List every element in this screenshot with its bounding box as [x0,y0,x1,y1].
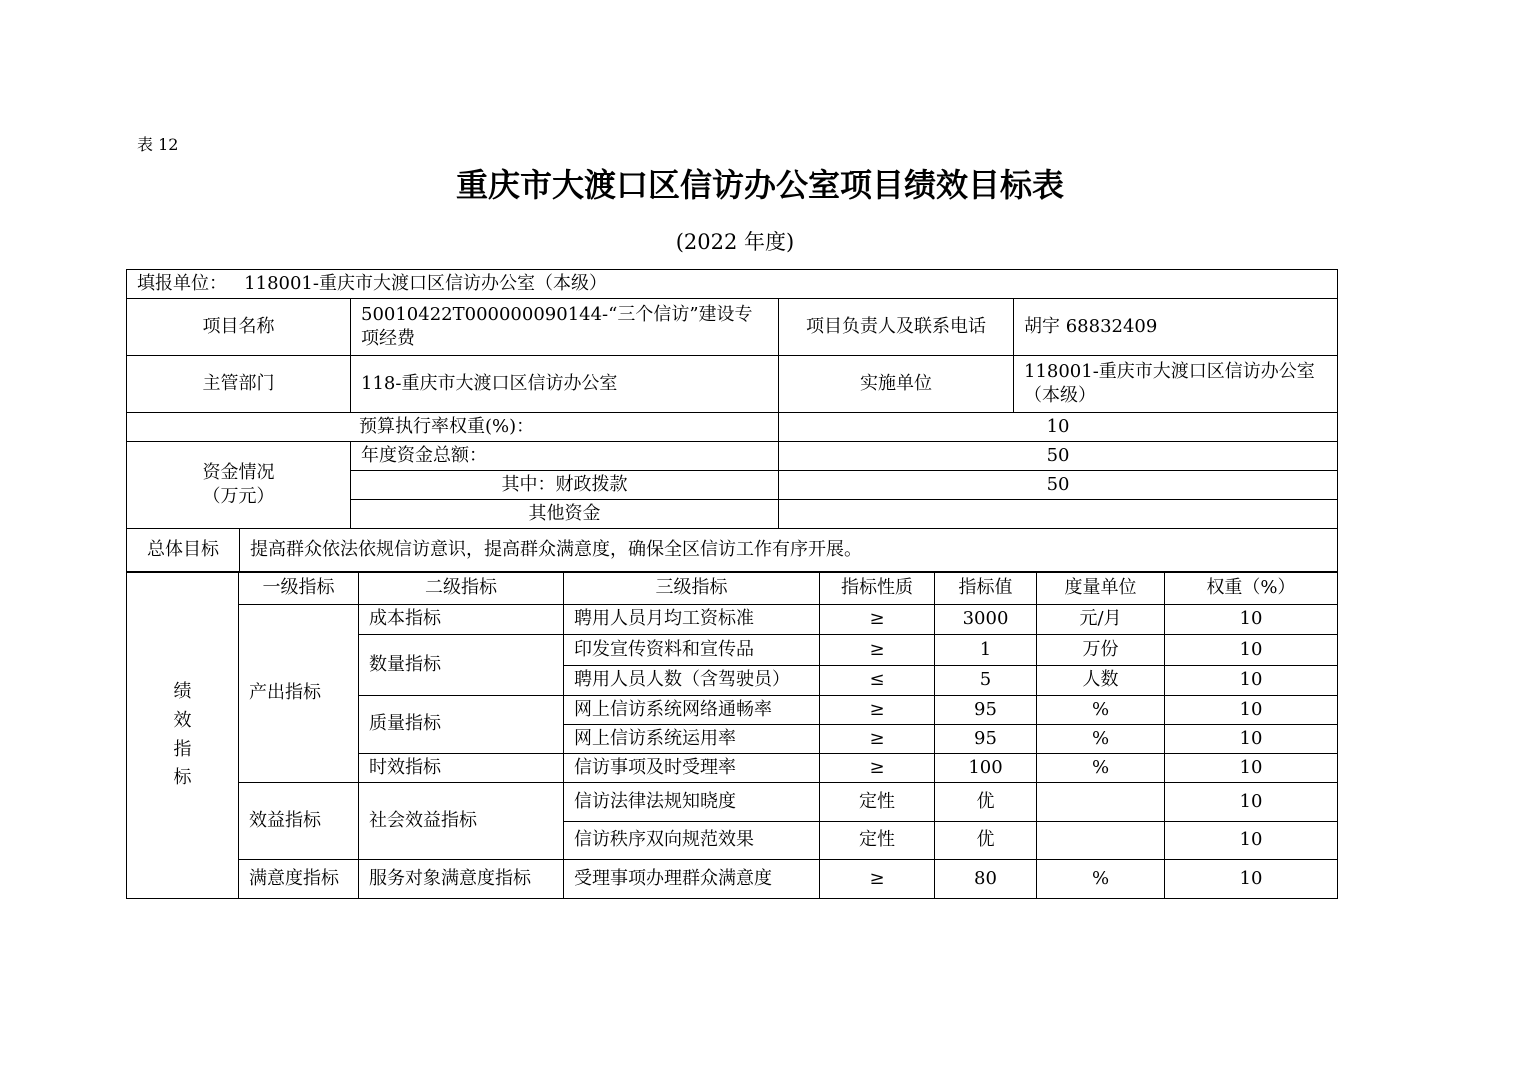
header-unit: 度量单位 [1037,573,1165,605]
indicator-name: 网上信访系统运用率 [564,725,820,754]
annual-total-label: 年度资金总额： [351,442,779,471]
level2-quality: 质量指标 [359,696,564,754]
indicator-unit [1037,783,1165,822]
indicator-table [126,572,1338,899]
indicator-weight: 10 [1165,635,1338,666]
table-row [127,783,1338,822]
level2-service-satisfaction: 服务对象满意度指标 [359,860,564,899]
page-title: 重庆市大渡口区信访办公室项目绩效目标表 [455,166,1064,204]
indicator-name: 聘用人员人数（含驾驶员） [564,666,820,696]
table-number: 表 12 [137,135,179,154]
fiscal-allocation-label: 其中：财政拨款 [351,471,779,500]
side-char: 指 [173,738,192,760]
indicator-weight: 10 [1165,696,1338,725]
indicator-nature: ≥ [820,860,935,899]
indicator-unit: % [1037,696,1165,725]
level1-benefit: 效益指标 [239,783,359,860]
indicator-nature: 定性 [820,783,935,822]
level2-social-benefit: 社会效益指标 [359,783,564,860]
indicator-weight: 10 [1165,783,1338,822]
indicator-name: 网上信访系统网络通畅率 [564,696,820,725]
header-value: 指标值 [935,573,1037,605]
overall-goal-value: 提高群众依法依规信访意识，提高群众满意度，确保全区信访工作有序开展。 [250,539,862,560]
indicator-nature: 定性 [820,822,935,860]
indicator-unit: % [1037,860,1165,899]
indicator-unit [1037,822,1165,860]
indicator-unit: 元/月 [1037,605,1165,635]
overall-goal-row [127,529,1338,572]
reporting-unit-row [127,270,1338,299]
indicator-nature: ≥ [820,754,935,783]
indicator-name: 印发宣传资料和宣传品 [564,635,820,666]
indicator-value: 5 [935,666,1037,696]
header-nature: 指标性质 [820,573,935,605]
indicator-value: 3000 [935,605,1037,635]
project-info-table [126,269,1338,572]
project-name-label: 项目名称 [127,299,351,356]
header-level3: 三级指标 [564,573,820,605]
department-label: 主管部门 [127,356,351,413]
level1-output: 产出指标 [239,605,359,783]
indicator-weight: 10 [1165,725,1338,754]
funds-label-text: 资金情况 [202,461,275,483]
indicator-weight: 10 [1165,860,1338,899]
reporting-unit-label: 填报单位： [137,272,227,294]
indicator-side-label [127,573,239,899]
header-level1: 一级指标 [239,573,359,605]
table-row [127,860,1338,899]
indicator-value: 1 [935,635,1037,666]
page-subtitle: (2022 年度) [675,230,795,254]
indicator-name: 受理事项办理群众满意度 [564,860,820,899]
funds-unit-text: （万元） [202,486,275,507]
header-level2: 二级指标 [359,573,564,605]
budget-rate-label: 预算执行率权重(%)： [127,413,779,442]
side-char: 绩 [173,680,192,702]
budget-rate-value: 10 [779,413,1338,442]
indicator-name: 信访事项及时受理率 [564,754,820,783]
department-value: 118-重庆市大渡口区信访办公室 [351,356,779,413]
indicator-value: 95 [935,725,1037,754]
overall-goal-label: 总体目标 [127,529,240,571]
reporting-unit-value: 118001-重庆市大渡口区信访办公室（本级） [244,272,607,294]
project-name-value: 50010422T000000090144-“三个信访”建设专项经费 [351,299,779,356]
project-leader-label: 项目负责人及联系电话 [779,299,1014,356]
indicator-value: 优 [935,783,1037,822]
other-funds-label: 其他资金 [351,500,779,529]
side-char: 效 [173,709,192,731]
indicator-value: 优 [935,822,1037,860]
fiscal-allocation-value: 50 [779,471,1338,500]
indicator-unit: % [1037,754,1165,783]
side-char: 标 [173,767,192,789]
indicator-nature: ≥ [820,605,935,635]
indicator-value: 95 [935,696,1037,725]
annual-total-value: 50 [779,442,1338,471]
level2-quantity: 数量指标 [359,635,564,696]
indicator-weight: 10 [1165,754,1338,783]
indicator-value: 100 [935,754,1037,783]
indicator-name: 信访法律法规知晓度 [564,783,820,822]
other-funds-value [779,500,1338,529]
indicator-nature: ≥ [820,635,935,666]
level2-timeliness: 时效指标 [359,754,564,783]
indicator-nature: ≥ [820,725,935,754]
implementing-unit-label: 实施单位 [779,356,1014,413]
indicator-value: 80 [935,860,1037,899]
indicator-weight: 10 [1165,605,1338,635]
indicator-unit: % [1037,725,1165,754]
indicator-nature: ≤ [820,666,935,696]
header-weight: 权重（%） [1165,573,1338,605]
indicator-unit: 人数 [1037,666,1165,696]
indicator-unit: 万份 [1037,635,1165,666]
indicator-weight: 10 [1165,666,1338,696]
indicator-weight: 10 [1165,822,1338,860]
implementing-unit-value: 118001-重庆市大渡口区信访办公室（本级） [1014,356,1338,413]
level1-satisfaction: 满意度指标 [239,860,359,899]
indicator-nature: ≥ [820,696,935,725]
project-leader-value: 胡宇 68832409 [1014,299,1338,356]
indicator-name: 聘用人员月均工资标准 [564,605,820,635]
indicator-name: 信访秩序双向规范效果 [564,822,820,860]
level2-cost: 成本指标 [359,605,564,635]
table-row [127,605,1338,635]
funds-label [127,442,351,529]
